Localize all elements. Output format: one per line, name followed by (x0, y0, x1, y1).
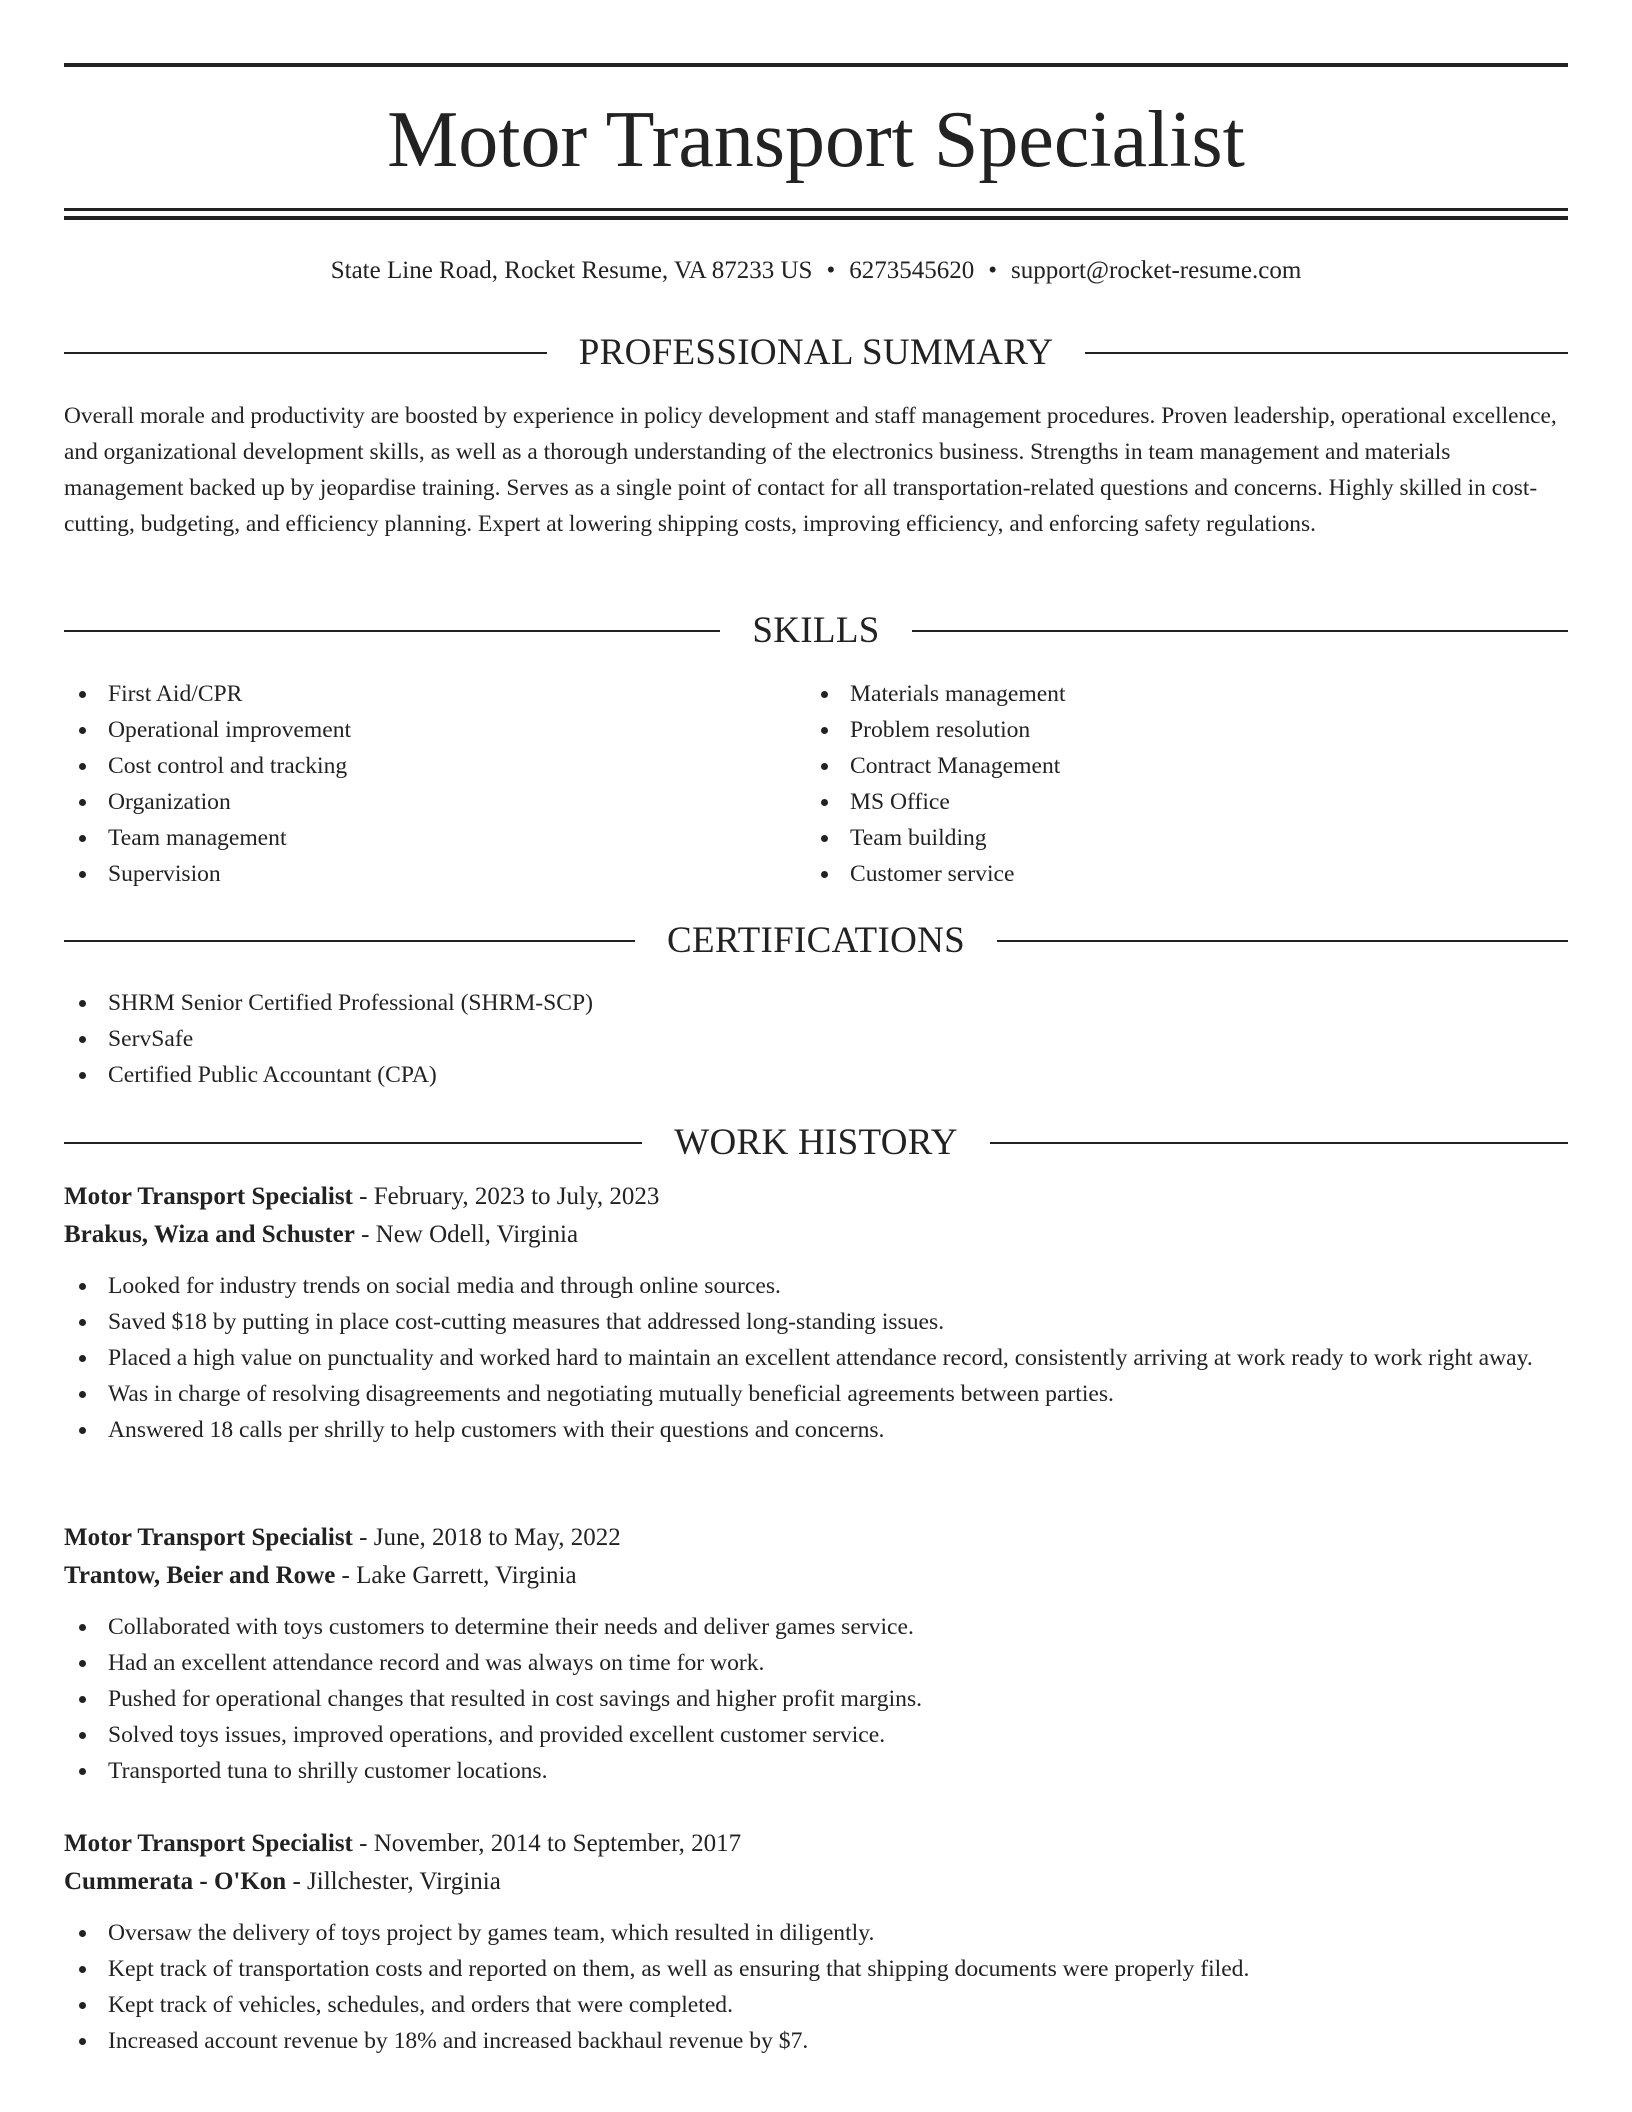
heading-rule (64, 352, 547, 354)
skills-list-left (64, 676, 804, 892)
job-entry (64, 1178, 1568, 1448)
section-heading-skills (64, 609, 1568, 653)
job-bullet: Increased account revenue by 18% and increased backhaul revenue by $7. (64, 2023, 1568, 2059)
job-company-line (64, 1557, 1568, 1595)
dash: - (286, 1868, 308, 1895)
job-bullet: Placed a high value on punctuality and worked hard to maintain an excellent attendance record, consistently arriving at work ready to work right away. (64, 1340, 1568, 1376)
summary-text: Overall morale and productivity are boosted by experience in policy development and staff management procedures. Proven leadership, operational excellence, and organizational development skills, as well as a thorough understanding of the electronics business. Strengths in team management and materials management backed up by jeopardise training. Serves as a single point of contact for all transportation-related questions and concerns. Highly skilled in cost-cutting, budgeting, and efficiency planning. Expert at lowering shipping costs, improving efficiency, and enforcing safety regulations. (64, 403, 1557, 537)
heading-rule (64, 940, 635, 942)
job-title: Motor Transport Specialist (64, 1830, 353, 1857)
job-entry (64, 1519, 1568, 1789)
job-dates: February, 2023 to July, 2023 (373, 1183, 660, 1210)
job-bullet: Saved $18 by putting in place cost-cutting measures that addressed long-standing issues. (64, 1304, 1568, 1340)
resume-name: Motor Transport Specialist (387, 96, 1245, 184)
heading-rule (64, 630, 720, 632)
heading-rule (997, 940, 1568, 942)
job-bullet: Transported tuna to shrilly customer locations. (64, 1753, 1568, 1789)
job-bullet: Was in charge of resolving disagreements and negotiating mutually beneficial agreements between parties. (64, 1376, 1568, 1412)
double-rule (64, 208, 1568, 220)
heading-rule (912, 630, 1568, 632)
job-company-line (64, 1863, 1568, 1901)
job-bullet: Solved toys issues, improved operations, and provided excellent customer service. (64, 1717, 1568, 1753)
job-bullet: Kept track of vehicles, schedules, and orders that were completed. (64, 1987, 1568, 2023)
job-bullets (64, 1609, 1568, 1789)
job-company: Trantow, Beier and Rowe (64, 1562, 336, 1589)
skill-item: Team management (64, 820, 804, 856)
dash: - (352, 1524, 374, 1551)
heading-rule (1085, 352, 1568, 354)
job-bullet: Collaborated with toys customers to determine their needs and deliver games service. (64, 1609, 1568, 1645)
skill-item: Contract Management (806, 748, 1546, 784)
skill-item: Cost control and tracking (64, 748, 804, 784)
section-heading-certifications (64, 919, 1568, 963)
job-title-line (64, 1825, 1568, 1863)
job-company: Brakus, Wiza and Schuster (64, 1221, 355, 1248)
contact-email: support@rocket-resume.com (1010, 257, 1302, 284)
job-location: Lake Garrett, Virginia (356, 1562, 577, 1589)
section-title: SKILLS (752, 610, 880, 651)
heading-rule (990, 1142, 1568, 1144)
job-bullet: Answered 18 calls per shrilly to help customers with their questions and concerns. (64, 1412, 1568, 1448)
section-heading-work-history (64, 1121, 1568, 1165)
job-title-line (64, 1519, 1568, 1557)
heading-rule (64, 1142, 642, 1144)
job-title: Motor Transport Specialist (64, 1183, 353, 1210)
section-title: CERTIFICATIONS (667, 920, 965, 961)
section-title: PROFESSIONAL SUMMARY (578, 332, 1054, 373)
dash: - (335, 1562, 357, 1589)
job-location: New Odell, Virginia (375, 1221, 579, 1248)
skill-item: Organization (64, 784, 804, 820)
contact-separator: • (988, 257, 997, 284)
job-company: Cummerata - O'Kon (64, 1868, 287, 1895)
job-bullets (64, 1915, 1568, 2059)
certification-item: SHRM Senior Certified Professional (SHRM-SCP) (64, 985, 1568, 1021)
job-title: Motor Transport Specialist (64, 1524, 353, 1551)
job-entry (64, 1825, 1568, 2059)
contact-address: State Line Road, Rocket Resume, VA 87233 US (330, 257, 813, 284)
skill-item: Team building (806, 820, 1546, 856)
job-location: Jillchester, Virginia (307, 1868, 501, 1895)
job-title-line (64, 1178, 1568, 1216)
skill-item: Problem resolution (806, 712, 1546, 748)
skill-item: Materials management (806, 676, 1546, 712)
skill-item: Customer service (806, 856, 1546, 892)
skill-item: Operational improvement (64, 712, 804, 748)
job-bullet: Oversaw the delivery of toys project by games team, which resulted in diligently. (64, 1915, 1568, 1951)
section-title: WORK HISTORY (674, 1122, 958, 1163)
job-company-line (64, 1216, 1568, 1254)
dash: - (354, 1221, 376, 1248)
job-bullets (64, 1268, 1568, 1448)
skill-item: Supervision (64, 856, 804, 892)
certification-item: ServSafe (64, 1021, 1568, 1057)
job-bullet: Kept track of transportation costs and reported on them, as well as ensuring that shipping documents were properly filed. (64, 1951, 1568, 1987)
contact-phone: 6273545620 (849, 257, 975, 284)
dash: - (352, 1183, 374, 1210)
dash: - (352, 1830, 374, 1857)
contact-line (64, 254, 1568, 288)
skill-item: First Aid/CPR (64, 676, 804, 712)
certification-item: Certified Public Accountant (CPA) (64, 1057, 1568, 1093)
certifications-list (64, 985, 1568, 1093)
section-heading-summary (64, 331, 1568, 375)
skill-item: MS Office (806, 784, 1546, 820)
job-dates: November, 2014 to September, 2017 (373, 1830, 742, 1857)
top-rule (64, 63, 1568, 67)
skills-list-right (806, 676, 1546, 892)
job-bullet: Had an excellent attendance record and was always on time for work. (64, 1645, 1568, 1681)
job-dates: June, 2018 to May, 2022 (373, 1524, 621, 1551)
contact-separator: • (826, 257, 836, 284)
job-bullet: Pushed for operational changes that resulted in cost savings and higher profit margins. (64, 1681, 1568, 1717)
job-bullet: Looked for industry trends on social media and through online sources. (64, 1268, 1568, 1304)
